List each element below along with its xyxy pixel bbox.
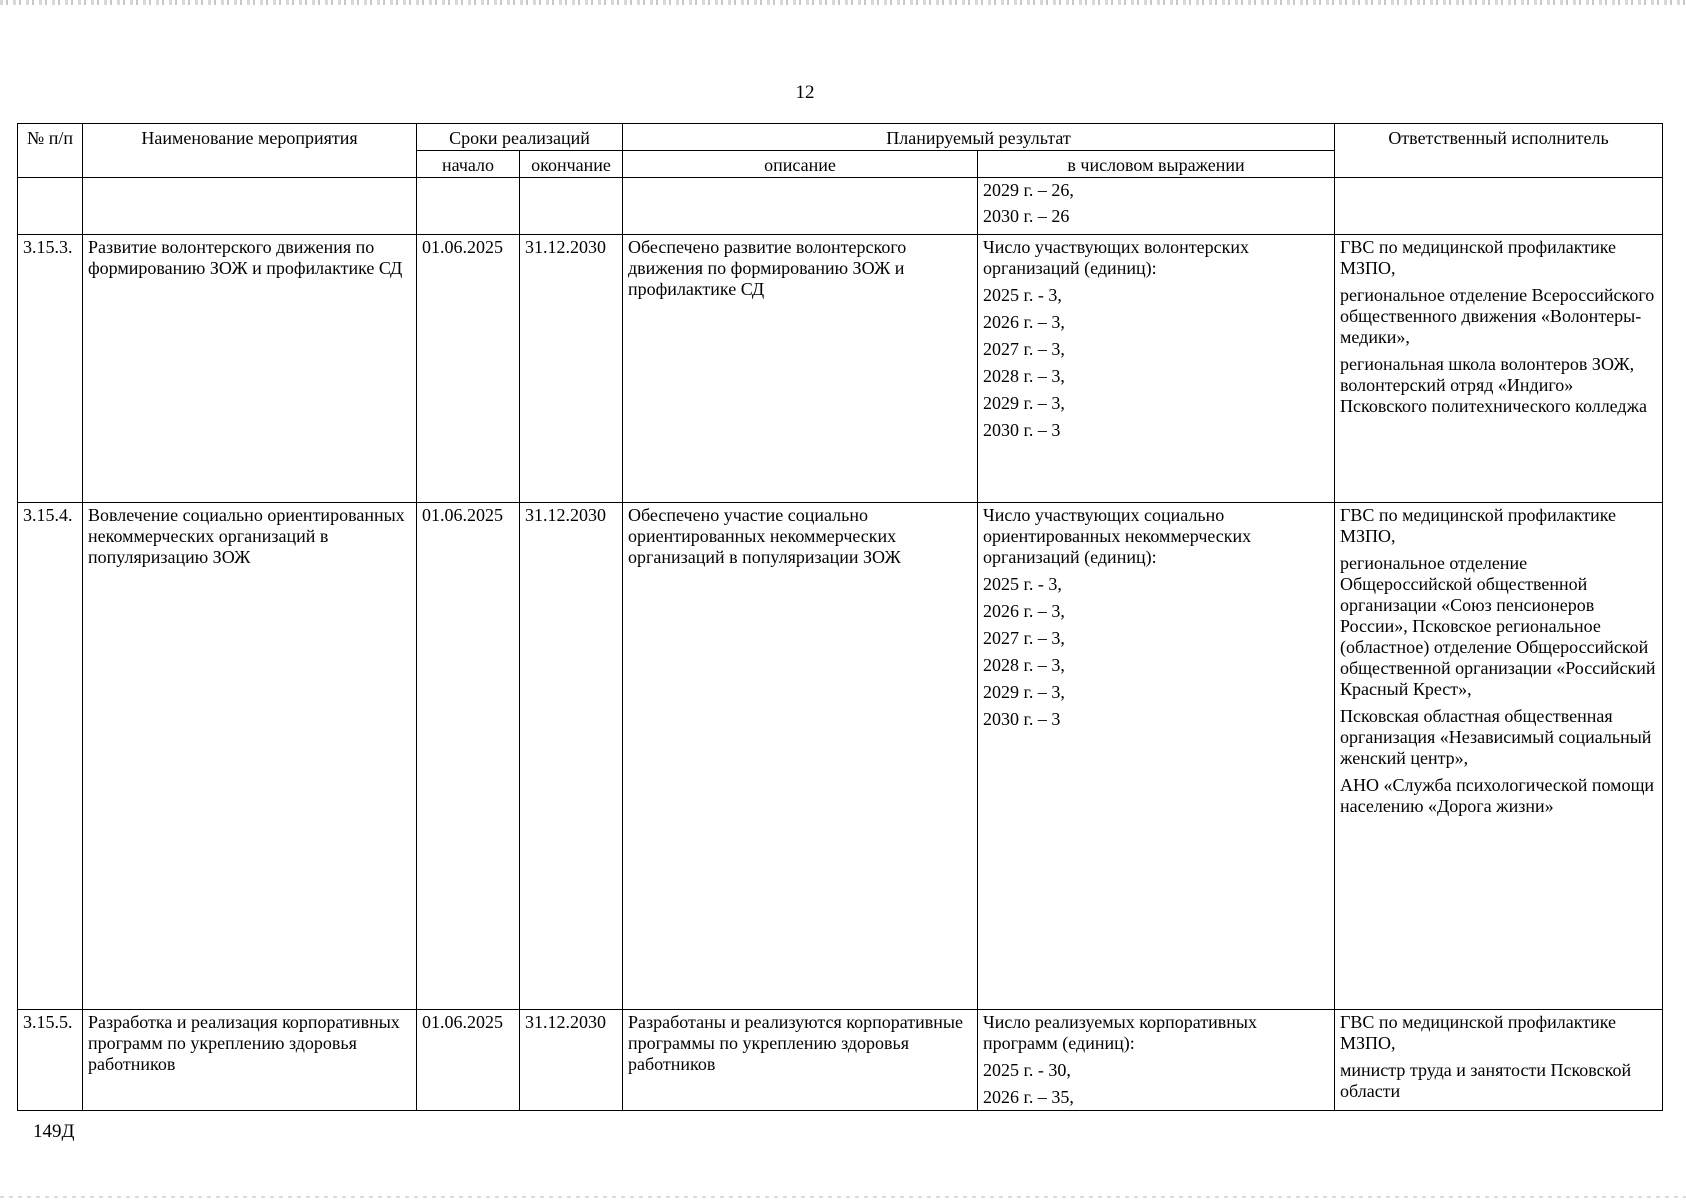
responsible-entry: региональное отделение Всероссийского общественного движения «Волонтеры-медики»,: [1340, 285, 1655, 347]
document-code: 149Д: [33, 1121, 75, 1142]
responsible-entry: Псковская областная общественная организация «Независимый социальный женский центр»,: [1340, 706, 1652, 768]
header-result: Планируемый результат: [623, 124, 1335, 151]
table-row: [18, 503, 1663, 1010]
header-responsible: Ответственный исполнитель: [1335, 124, 1663, 178]
cell-end: 31.12.2030: [520, 503, 623, 1010]
cell-name: Разработка и реализация корпоративных программ по укреплению здоровья работников: [83, 1010, 417, 1111]
header-name: Наименование мероприятия: [83, 124, 417, 178]
cell-name: Вовлечение социально ориентированных некоммерческих организаций в популяризацию ЗОЖ: [83, 503, 417, 1010]
table-row: [18, 1010, 1663, 1111]
numeric-line: 2029 г. – 26,: [983, 180, 1074, 200]
cell-num: 3.15.4.: [18, 503, 83, 1010]
numeric-line: 2025 г. - 30,: [983, 1060, 1071, 1080]
cell-description: Обеспечено развитие волонтерского движения по формированию ЗОЖ и профилактике СД: [623, 235, 978, 503]
cell-numeric: [978, 1010, 1335, 1111]
cell-description: Обеспечено участие социально ориентированных некоммерческих организаций в популяризации ЗОЖ: [623, 503, 978, 1010]
cell-description: Разработаны и реализуются корпоративные программы по укреплению здоровья работников: [623, 1010, 978, 1111]
header-num: № п/п: [18, 124, 83, 178]
numeric-title: Число реализуемых корпоративных программ (единиц):: [983, 1012, 1257, 1053]
cell-numeric: [978, 503, 1335, 1010]
responsible-entry: ГВС по медицинской профилактике МЗПО,: [1340, 1012, 1617, 1053]
cell-end: [520, 178, 623, 235]
header-start: начало: [417, 151, 520, 178]
cell-num: 3.15.5.: [18, 1010, 83, 1111]
cell-responsible: [1335, 178, 1663, 235]
responsible-entry: региональное отделение Общероссийской общественной организации «Союз пенсионеров России», Псковское региональное (областное) отделение Общероссийской общественной организации «Российский Красный Крест»,: [1340, 553, 1656, 699]
header-end: окончание: [520, 151, 623, 178]
scan-edge-bottom: [0, 1196, 1686, 1198]
table-row: [18, 235, 1663, 503]
cell-start: [417, 178, 520, 235]
scan-edge-top: [0, 0, 1686, 5]
numeric-line: 2028 г. – 3,: [983, 655, 1065, 675]
cell-start: 01.06.2025: [417, 235, 520, 503]
cell-description: [623, 178, 978, 235]
cell-numeric: [978, 178, 1335, 235]
numeric-line: 2029 г. – 3,: [983, 393, 1065, 413]
numeric-line: 2025 г. - 3,: [983, 285, 1062, 305]
numeric-line: 2025 г. - 3,: [983, 574, 1062, 594]
header-numeric: в числовом выражении: [978, 151, 1335, 178]
cell-name: Развитие волонтерского движения по формированию ЗОЖ и профилактике СД: [83, 235, 417, 503]
responsible-entry: министр труда и занятости Псковской области: [1340, 1060, 1632, 1101]
numeric-line: 2030 г. – 3: [983, 420, 1061, 440]
table-row-continuation: [18, 178, 1663, 235]
numeric-line: 2030 г. – 3: [983, 709, 1061, 729]
plan-table: [17, 123, 1663, 1111]
cell-responsible: [1335, 1010, 1663, 1111]
numeric-line: 2028 г. – 3,: [983, 366, 1065, 386]
cell-numeric: [978, 235, 1335, 503]
numeric-line: 2027 г. – 3,: [983, 628, 1065, 648]
table-header-row-1: [18, 124, 1663, 151]
numeric-line: 2029 г. – 3,: [983, 682, 1065, 702]
cell-responsible: [1335, 235, 1663, 503]
numeric-title: Число участвующих волонтерских организаций (единиц):: [983, 237, 1250, 278]
cell-start: 01.06.2025: [417, 503, 520, 1010]
header-description: описание: [623, 151, 978, 178]
responsible-entry: ГВС по медицинской профилактике МЗПО,: [1340, 237, 1617, 278]
cell-end: 31.12.2030: [520, 235, 623, 503]
cell-num: 3.15.3.: [18, 235, 83, 503]
cell-end: 31.12.2030: [520, 1010, 623, 1111]
cell-num: [18, 178, 83, 235]
cell-name: [83, 178, 417, 235]
cell-responsible: [1335, 503, 1663, 1010]
numeric-line: 2027 г. – 3,: [983, 339, 1065, 359]
numeric-line: 2026 г. – 35,: [983, 1087, 1074, 1107]
header-terms: Сроки реализаций: [417, 124, 623, 151]
responsible-entry: региональная школа волонтеров ЗОЖ, волонтерский отряд «Индиго» Псковского политехнического колледжа: [1340, 354, 1648, 416]
responsible-entry: АНО «Служба психологической помощи населению «Дорога жизни»: [1340, 775, 1655, 816]
responsible-entry: ГВС по медицинской профилактике МЗПО,: [1340, 505, 1617, 546]
numeric-line: 2026 г. – 3,: [983, 312, 1065, 332]
numeric-line: 2026 г. – 3,: [983, 601, 1065, 621]
numeric-title: Число участвующих социально ориентированных некоммерческих организаций (единиц):: [983, 505, 1252, 567]
page-number: 12: [795, 82, 815, 103]
cell-start: 01.06.2025: [417, 1010, 520, 1111]
numeric-line: 2030 г. – 26: [983, 206, 1070, 226]
